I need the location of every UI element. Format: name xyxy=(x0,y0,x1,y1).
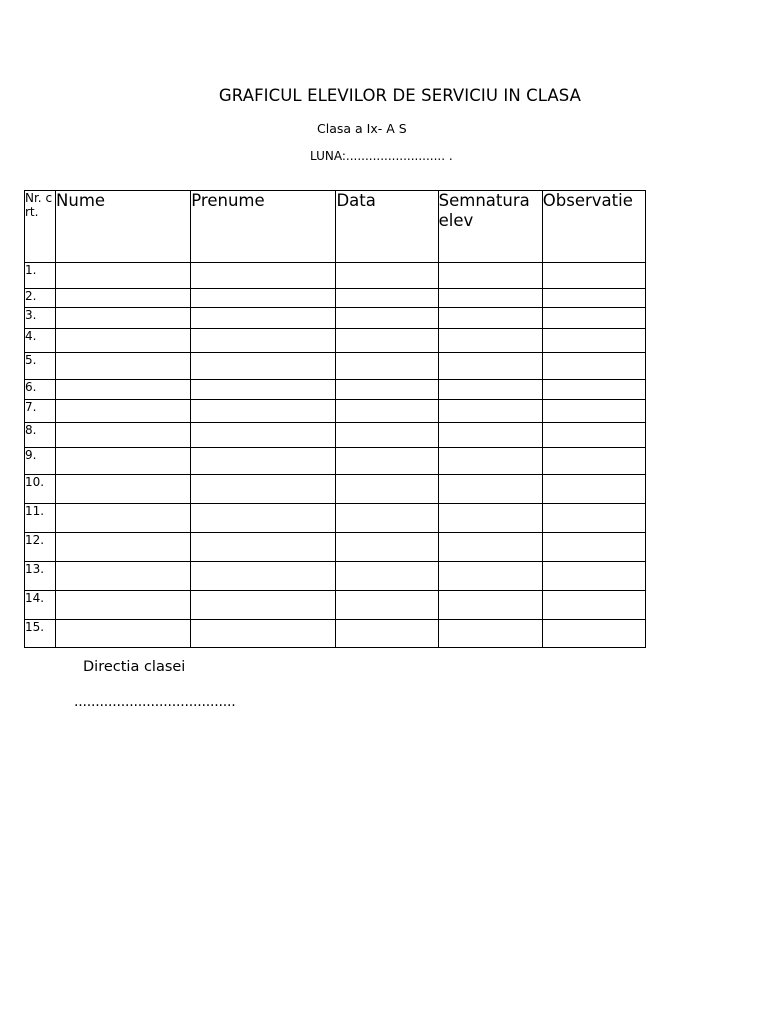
cell-data[interactable] xyxy=(336,562,438,591)
row-number: 5. xyxy=(25,353,56,380)
cell-observatie[interactable] xyxy=(542,308,645,329)
table-row xyxy=(25,353,646,380)
month-line: LUNA:.......................... . xyxy=(310,149,453,163)
cell-semnatura-elev[interactable] xyxy=(438,504,542,533)
cell-data[interactable] xyxy=(336,423,438,448)
table-row xyxy=(25,329,646,353)
cell-nume[interactable] xyxy=(56,562,191,591)
row-number: 1. xyxy=(25,263,56,289)
table-row xyxy=(25,533,646,562)
cell-semnatura-elev[interactable] xyxy=(438,562,542,591)
cell-observatie[interactable] xyxy=(542,353,645,380)
cell-semnatura-elev[interactable] xyxy=(438,263,542,289)
table-row xyxy=(25,562,646,591)
cell-nume[interactable] xyxy=(56,504,191,533)
cell-semnatura-elev[interactable] xyxy=(438,353,542,380)
cell-nume[interactable] xyxy=(56,475,191,504)
page-title: GRAFICUL ELEVILOR DE SERVICIU IN CLASA xyxy=(218,86,582,105)
cell-nume[interactable] xyxy=(56,448,191,475)
cell-prenume[interactable] xyxy=(191,380,336,400)
cell-observatie[interactable] xyxy=(542,591,645,620)
cell-observatie[interactable] xyxy=(542,620,645,648)
table-row xyxy=(25,308,646,329)
cell-nume[interactable] xyxy=(56,400,191,423)
cell-nume[interactable] xyxy=(56,263,191,289)
header-semnatura-elev: Semnatura elev xyxy=(438,191,542,263)
signature-line: ...................................... xyxy=(74,694,236,710)
row-number: 10. xyxy=(25,475,56,504)
row-number: 7. xyxy=(25,400,56,423)
cell-data[interactable] xyxy=(336,475,438,504)
header-nr-crt: Nr. crt. xyxy=(25,191,56,263)
cell-data[interactable] xyxy=(336,263,438,289)
cell-observatie[interactable] xyxy=(542,533,645,562)
row-number: 12. xyxy=(25,533,56,562)
cell-observatie[interactable] xyxy=(542,448,645,475)
cell-data[interactable] xyxy=(336,380,438,400)
cell-data[interactable] xyxy=(336,504,438,533)
class-subtitle: Clasa a Ix- A S xyxy=(317,121,407,136)
header-data: Data xyxy=(336,191,438,263)
cell-semnatura-elev[interactable] xyxy=(438,380,542,400)
table-header-row xyxy=(25,191,646,263)
cell-data[interactable] xyxy=(336,308,438,329)
table-row xyxy=(25,448,646,475)
row-number: 11. xyxy=(25,504,56,533)
cell-semnatura-elev[interactable] xyxy=(438,533,542,562)
duty-schedule-table xyxy=(24,190,646,648)
cell-nume[interactable] xyxy=(56,591,191,620)
cell-prenume[interactable] xyxy=(191,400,336,423)
cell-prenume[interactable] xyxy=(191,308,336,329)
cell-observatie[interactable] xyxy=(542,475,645,504)
cell-prenume[interactable] xyxy=(191,423,336,448)
cell-prenume[interactable] xyxy=(191,533,336,562)
cell-observatie[interactable] xyxy=(542,504,645,533)
cell-data[interactable] xyxy=(336,533,438,562)
table-row xyxy=(25,380,646,400)
cell-data[interactable] xyxy=(336,400,438,423)
row-number: 2. xyxy=(25,289,56,308)
row-number: 15. xyxy=(25,620,56,648)
table-row xyxy=(25,263,646,289)
cell-prenume[interactable] xyxy=(191,620,336,648)
table-row xyxy=(25,423,646,448)
cell-semnatura-elev[interactable] xyxy=(438,448,542,475)
cell-semnatura-elev[interactable] xyxy=(438,423,542,448)
table-row xyxy=(25,400,646,423)
cell-observatie[interactable] xyxy=(542,400,645,423)
cell-prenume[interactable] xyxy=(191,562,336,591)
header-nume: Nume xyxy=(56,191,191,263)
cell-prenume[interactable] xyxy=(191,504,336,533)
table-row xyxy=(25,475,646,504)
row-number: 13. xyxy=(25,562,56,591)
cell-prenume[interactable] xyxy=(191,475,336,504)
cell-semnatura-elev[interactable] xyxy=(438,289,542,308)
cell-observatie[interactable] xyxy=(542,263,645,289)
table-row xyxy=(25,620,646,648)
cell-nume[interactable] xyxy=(56,353,191,380)
cell-semnatura-elev[interactable] xyxy=(438,329,542,353)
cell-nume[interactable] xyxy=(56,380,191,400)
cell-semnatura-elev[interactable] xyxy=(438,475,542,504)
table-row xyxy=(25,289,646,308)
cell-observatie[interactable] xyxy=(542,380,645,400)
table-row xyxy=(25,591,646,620)
cell-data[interactable] xyxy=(336,448,438,475)
cell-semnatura-elev[interactable] xyxy=(438,308,542,329)
cell-prenume[interactable] xyxy=(191,263,336,289)
row-number: 3. xyxy=(25,308,56,329)
cell-nume[interactable] xyxy=(56,329,191,353)
cell-prenume[interactable] xyxy=(191,591,336,620)
cell-nume[interactable] xyxy=(56,533,191,562)
cell-nume[interactable] xyxy=(56,423,191,448)
cell-prenume[interactable] xyxy=(191,289,336,308)
cell-nume[interactable] xyxy=(56,289,191,308)
cell-nume[interactable] xyxy=(56,620,191,648)
header-prenume: Prenume xyxy=(191,191,336,263)
cell-observatie[interactable] xyxy=(542,329,645,353)
row-number: 6. xyxy=(25,380,56,400)
table-row xyxy=(25,504,646,533)
cell-observatie[interactable] xyxy=(542,562,645,591)
header-observatie: Observatie xyxy=(542,191,645,263)
row-number: 4. xyxy=(25,329,56,353)
cell-prenume[interactable] xyxy=(191,329,336,353)
cell-semnatura-elev[interactable] xyxy=(438,591,542,620)
footer-label: Directia clasei xyxy=(83,659,186,675)
cell-data[interactable] xyxy=(336,353,438,380)
cell-prenume[interactable] xyxy=(191,448,336,475)
cell-observatie[interactable] xyxy=(542,289,645,308)
cell-data[interactable] xyxy=(336,289,438,308)
cell-prenume[interactable] xyxy=(191,353,336,380)
cell-semnatura-elev[interactable] xyxy=(438,620,542,648)
cell-nume[interactable] xyxy=(56,308,191,329)
row-number: 8. xyxy=(25,423,56,448)
row-number: 14. xyxy=(25,591,56,620)
cell-observatie[interactable] xyxy=(542,423,645,448)
cell-data[interactable] xyxy=(336,591,438,620)
row-number: 9. xyxy=(25,448,56,475)
cell-semnatura-elev[interactable] xyxy=(438,400,542,423)
cell-data[interactable] xyxy=(336,620,438,648)
cell-data[interactable] xyxy=(336,329,438,353)
